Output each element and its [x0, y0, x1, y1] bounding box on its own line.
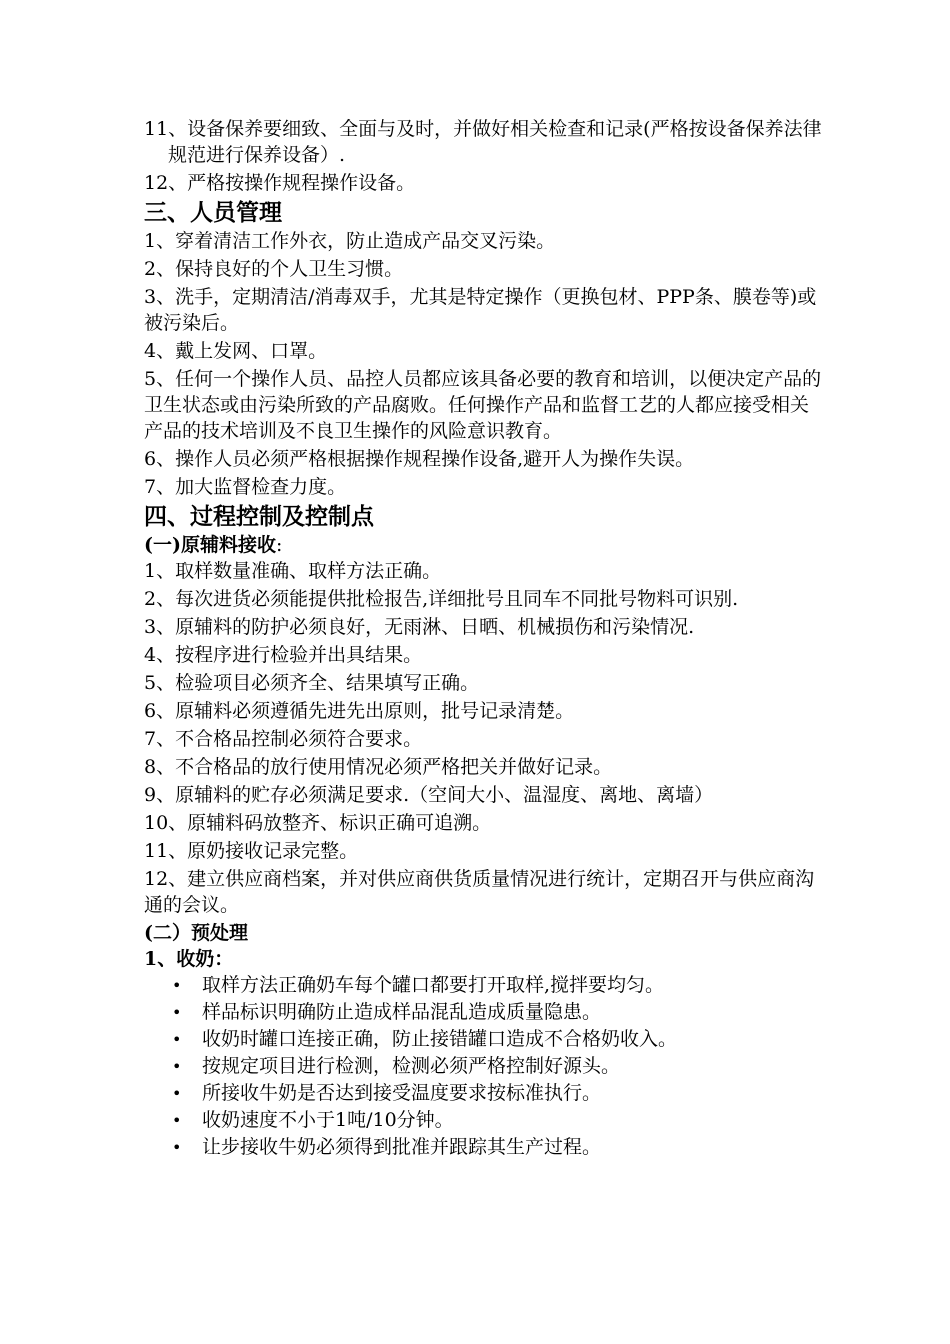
- raw-material-item-4: 4、按程序进行检验并出具结果。: [144, 644, 423, 666]
- list-item-text: 所接收牛奶是否达到接受温度要求按标准执行。: [202, 1082, 602, 1104]
- subsection-title: (一)原辅料接收: [144, 534, 276, 556]
- section-heading-process-control: 四、过程控制及控制点: [144, 504, 374, 530]
- raw-material-item-10: 10、原辅料码放整齐、标识正确可追溯。: [144, 812, 492, 834]
- paragraph-item-11: 11、设备保养要细致、全面与及时，并做好相关检查和记录(严格按设备保养法律规范进行保养设备）.: [144, 118, 822, 166]
- raw-material-item-2: 2、每次进货必须能提供批检报告,详细批号且同车不同批号物料可识别.: [144, 588, 739, 610]
- raw-material-item-8: 8、不合格品的放行使用情况必须严格把关并做好记录。: [144, 756, 613, 778]
- personnel-item-3: 3、洗手，定期清洁/消毒双手，尤其是特定操作（更换包材、PPP条、膜卷等)或被污染后。: [144, 286, 817, 334]
- paragraph-item-12: 12、严格按操作规程操作设备。: [144, 172, 416, 194]
- personnel-item-4: 4、戴上发网、口罩。: [144, 340, 328, 362]
- list-item: [144, 1026, 824, 1053]
- section-heading-personnel: 三、人员管理: [144, 200, 282, 226]
- subsection-heading-pretreatment: (二）预处理: [144, 922, 248, 944]
- bullet-icon: •: [172, 1057, 182, 1076]
- raw-material-item-7: 7、不合格品控制必须符合要求。: [144, 728, 423, 750]
- document-page: [144, 116, 824, 1161]
- bullet-icon: •: [172, 1030, 182, 1049]
- list-item: [144, 1080, 824, 1107]
- bullet-icon: •: [172, 1111, 182, 1130]
- raw-material-item-5: 5、检验项目必须齐全、结果填写正确。: [144, 672, 480, 694]
- list-item: [144, 972, 824, 999]
- list-item: [144, 1053, 824, 1080]
- bullet-icon: •: [172, 1084, 182, 1103]
- raw-material-item-9: 9、原辅料的贮存必须满足要求.（空间大小、温湿度、离地、离墙）: [144, 784, 714, 806]
- list-item-text: 按规定项目进行检测，检测必须严格控制好源头。: [202, 1055, 621, 1077]
- milk-reception-list: [144, 972, 824, 1161]
- raw-material-item-11: 11、原奶接收记录完整。: [144, 840, 359, 862]
- list-item: [144, 999, 824, 1026]
- list-item: [144, 1134, 824, 1161]
- list-item: [144, 1107, 824, 1134]
- subsection-heading-raw-material: [144, 532, 824, 558]
- raw-material-item-3: 3、原辅料的防护必须良好，无雨淋、日晒、机械损伤和污染情况.: [144, 616, 695, 638]
- personnel-item-6: 6、操作人员必须严格根据操作规程操作设备,避开人为操作失误。: [144, 448, 695, 470]
- list-item-text: 样品标识明确防止造成样品混乱造成质量隐患。: [202, 1001, 602, 1023]
- list-item-text: 让步接收牛奶必须得到批准并跟踪其生产过程。: [202, 1136, 602, 1158]
- list-item-text: 取样方法正确奶车每个罐口都要打开取样,搅拌要均匀。: [202, 974, 665, 996]
- bullet-icon: •: [172, 976, 182, 995]
- list-item-text: 收奶时罐口连接正确，防止接错罐口造成不合格奶收入。: [202, 1028, 678, 1050]
- raw-material-item-1: 1、取样数量准确、取样方法正确。: [144, 560, 442, 582]
- personnel-item-2: 2、保持良好的个人卫生习惯。: [144, 258, 404, 280]
- subsection-colon: :: [275, 534, 283, 556]
- raw-material-item-6: 6、原辅料必须遵循先进先出原则，批号记录清楚。: [144, 700, 575, 722]
- personnel-item-7: 7、加大监督检查力度。: [144, 476, 347, 498]
- personnel-item-5: 5、任何一个操作人员、品控人员都应该具备必要的教育和培训，以便决定产品的卫生状态或由污染所致的产品腐败。任何操作产品和监督工艺的人都应接受相关产品的技术培训及不良卫生操作的风险意识教育。: [144, 368, 822, 442]
- raw-material-item-12: 12、建立供应商档案，并对供应商供货质量情况进行统计，定期召开与供应商沟通的会议。: [144, 868, 815, 916]
- bullet-icon: •: [172, 1138, 182, 1157]
- step-heading-milk-reception: 1、收奶：: [144, 948, 234, 970]
- personnel-item-1: 1、穿着清洁工作外衣，防止造成产品交叉污染。: [144, 230, 556, 252]
- bullet-icon: •: [172, 1003, 182, 1022]
- list-item-text: 收奶速度不小于1吨/10分钟。: [202, 1109, 454, 1131]
